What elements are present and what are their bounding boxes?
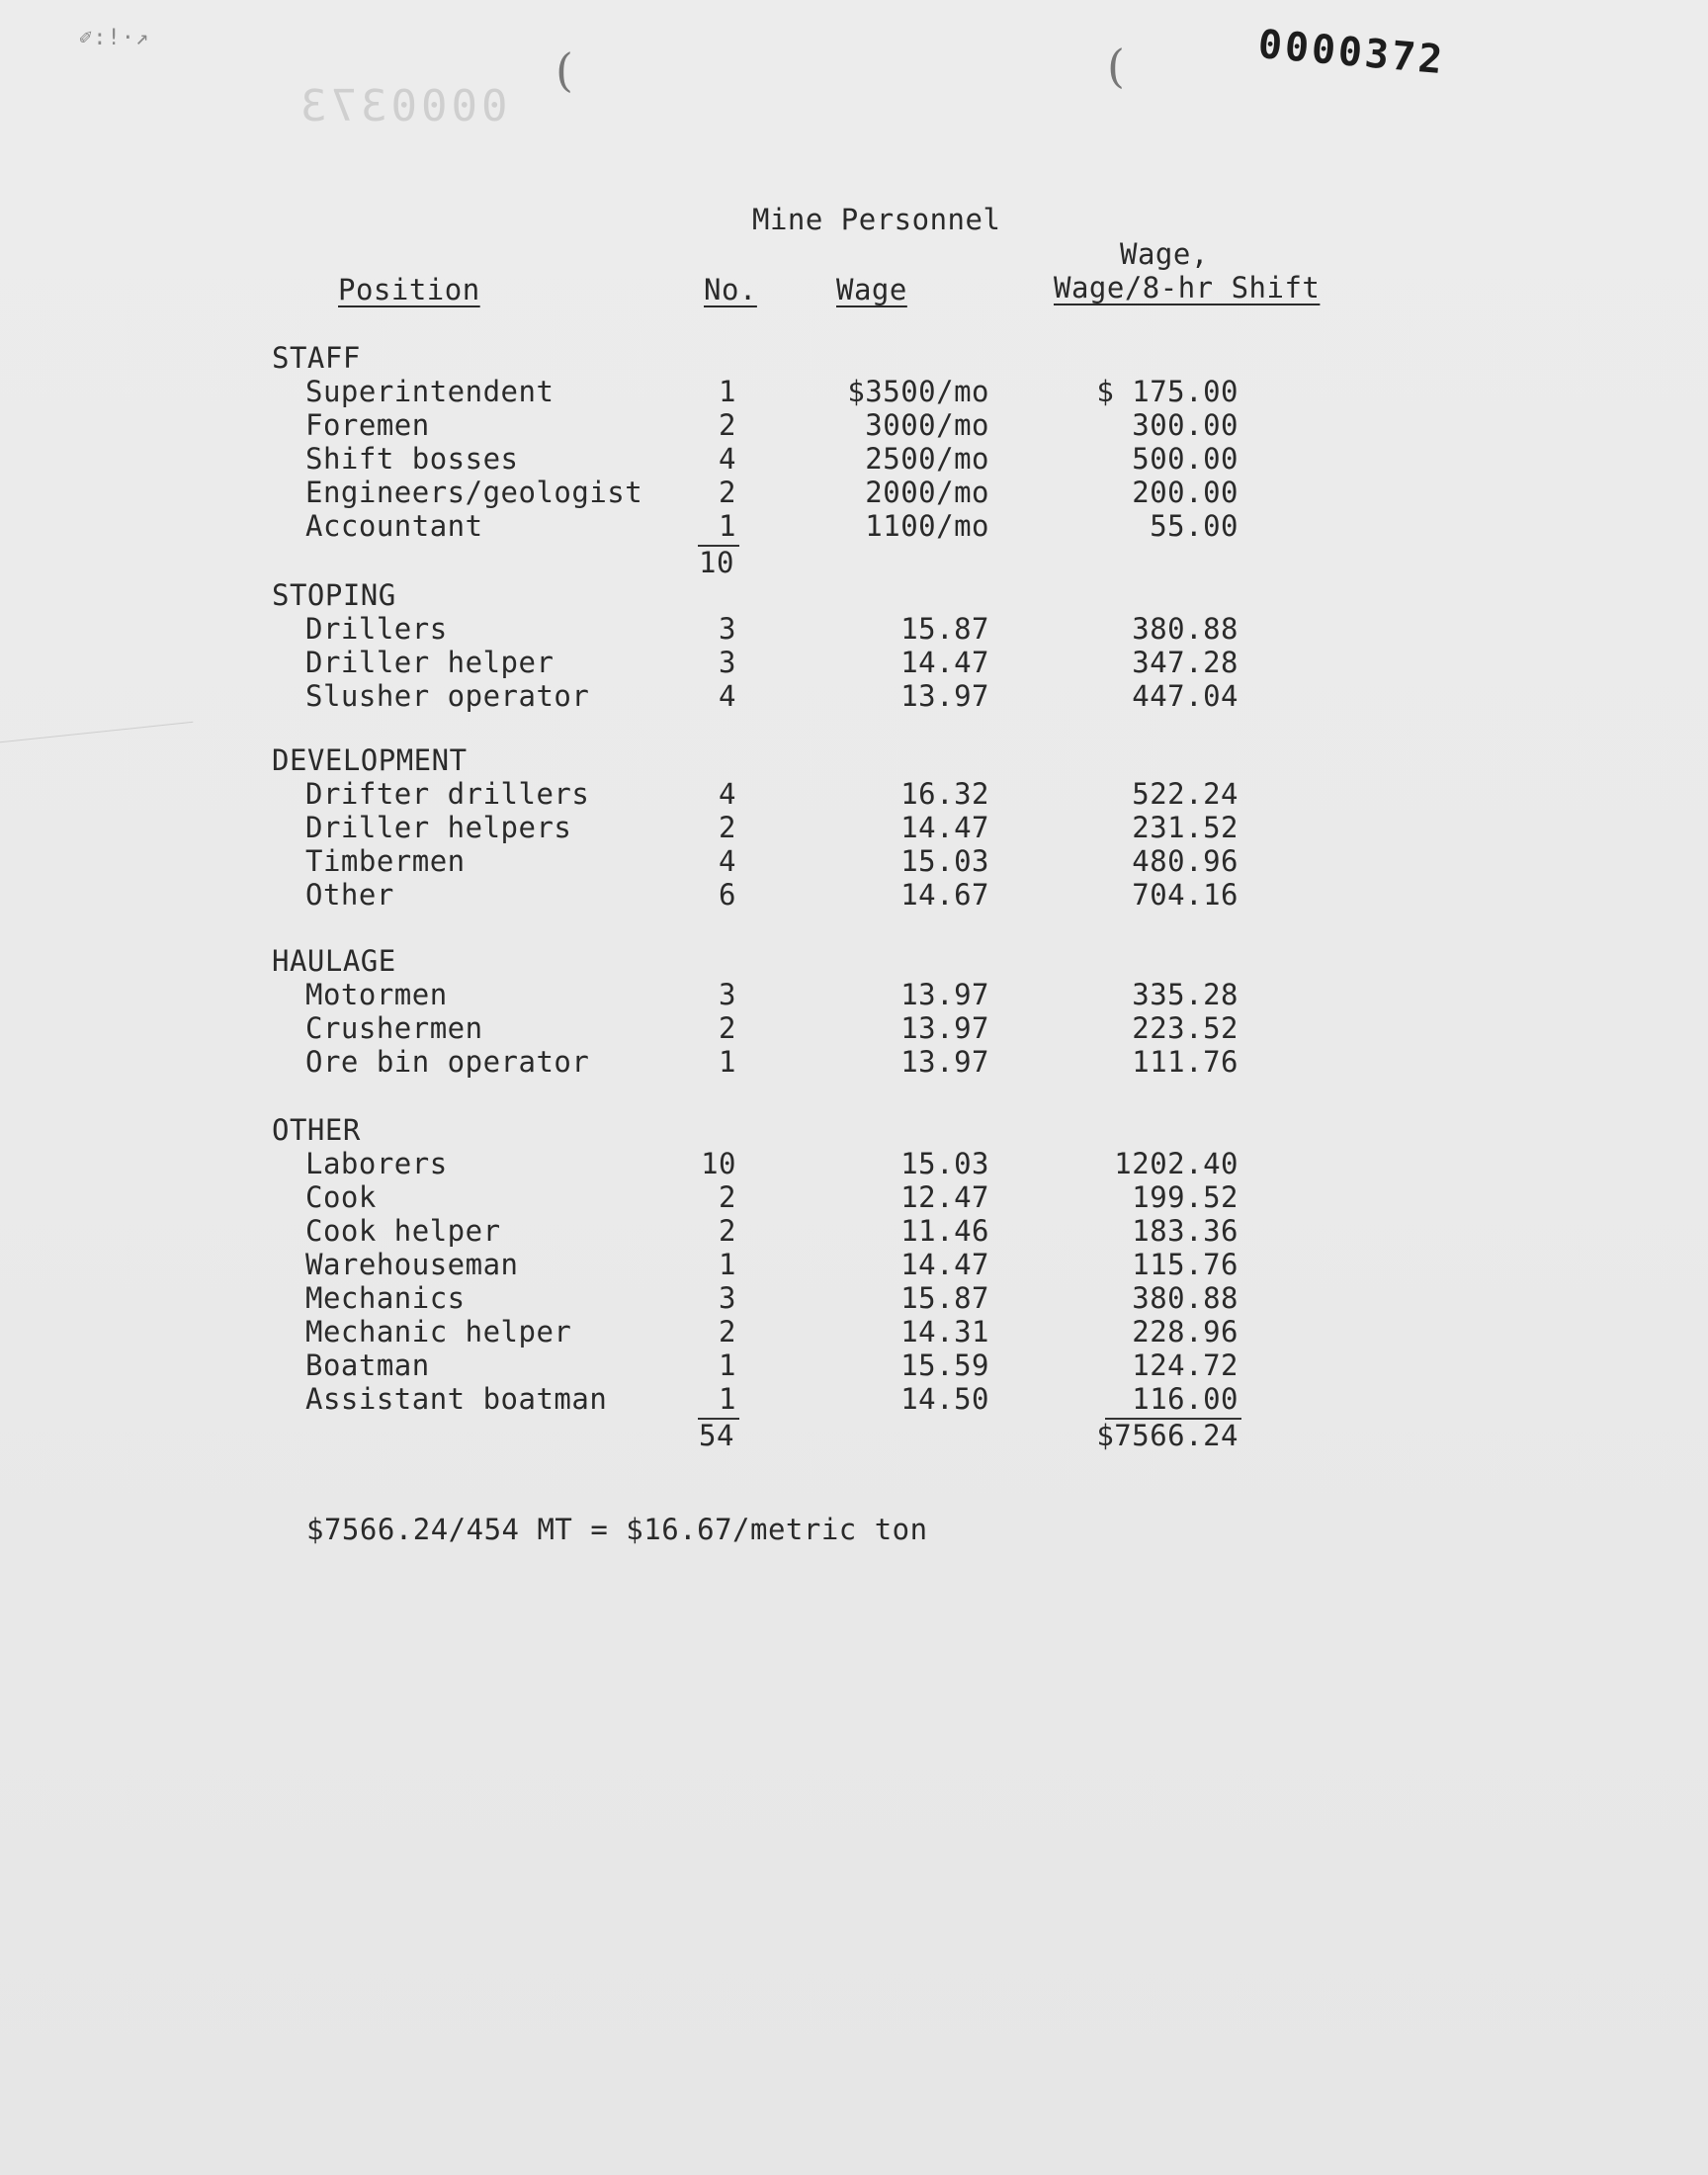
row-shift-wage: 55.00 [1150, 509, 1238, 543]
row-position: Engineers/geologist [305, 476, 643, 509]
corner-scribble: ✐:!·↗ [79, 26, 150, 50]
row-shift-wage: 500.00 [1132, 442, 1238, 476]
row-shift-wage: 1202.40 [1114, 1147, 1238, 1180]
row-position: Timbermen [305, 844, 466, 878]
row-shift-wage: 522.24 [1132, 777, 1238, 811]
row-wage: 15.87 [900, 1281, 989, 1315]
row-position: Accountant [305, 509, 483, 543]
row-shift-wage: 228.96 [1132, 1315, 1238, 1348]
row-wage: 14.50 [900, 1382, 989, 1416]
row-count: 4 [719, 442, 736, 476]
row-count: 10 [701, 1147, 736, 1180]
row-position: Drifter drillers [305, 777, 590, 811]
row-wage: 15.03 [900, 844, 989, 878]
row-wage: 2000/mo [865, 476, 989, 509]
row-wage: 15.87 [900, 612, 989, 646]
row-wage: 14.47 [900, 811, 989, 844]
row-shift-wage: 380.88 [1132, 612, 1238, 646]
row-shift-wage: 183.36 [1132, 1214, 1238, 1248]
row-count: 2 [719, 408, 736, 442]
row-wage: 3000/mo [865, 408, 989, 442]
row-count: 2 [719, 476, 736, 509]
row-wage: 11.46 [900, 1214, 989, 1248]
row-shift-wage: 111.76 [1132, 1045, 1238, 1079]
section-label: DEVELOPMENT [272, 743, 468, 777]
row-position: Cook [305, 1180, 377, 1214]
row-shift-wage: 231.52 [1132, 811, 1238, 844]
row-position: Crushermen [305, 1011, 483, 1045]
row-count: 1 [719, 1348, 736, 1382]
row-position: Assistant boatman [305, 1382, 608, 1416]
row-position: Superintendent [305, 375, 555, 408]
row-shift-wage: 199.52 [1132, 1180, 1238, 1214]
row-count: 4 [719, 679, 736, 713]
row-wage: 13.97 [900, 1045, 989, 1079]
header-no: No. [704, 273, 757, 306]
row-count: 1 [719, 1045, 736, 1079]
row-wage: 1100/mo [865, 509, 989, 543]
paren-mark-right: ( [1107, 40, 1125, 93]
row-wage: 13.97 [900, 978, 989, 1011]
row-count: 2 [719, 811, 736, 844]
footer-cost-formula: $7566.24/454 MT = $16.67/metric ton [306, 1513, 928, 1546]
row-count: 2 [719, 1315, 736, 1348]
row-count: 1 [719, 375, 736, 408]
row-count: 1 [719, 1248, 736, 1281]
row-position: Slusher operator [305, 679, 590, 713]
row-count: 3 [719, 1281, 736, 1315]
row-count: 3 [719, 646, 736, 679]
section-count-subtotal: 10 [699, 546, 734, 579]
row-count: 2 [719, 1214, 736, 1248]
header-shift-line1: Wage, [1120, 237, 1209, 271]
row-wage: 15.03 [900, 1147, 989, 1180]
row-position: Driller helper [305, 646, 555, 679]
bleed-through-number: 0000373 [297, 81, 508, 131]
row-position: Shift bosses [305, 442, 519, 476]
grand-total-shift-wage: $7566.24 [1096, 1419, 1238, 1452]
row-count: 2 [719, 1180, 736, 1214]
section-label: OTHER [272, 1113, 361, 1147]
row-count: 4 [719, 844, 736, 878]
header-wage: Wage [836, 273, 907, 306]
row-wage: 13.97 [900, 679, 989, 713]
row-position: Cook helper [305, 1214, 501, 1248]
row-shift-wage: 335.28 [1132, 978, 1238, 1011]
document-number-stamp: 0000372 [1255, 22, 1447, 84]
paper-fold-mark [0, 722, 202, 822]
row-count: 1 [719, 509, 736, 543]
paren-mark-left: ( [555, 44, 573, 97]
row-shift-wage: 223.52 [1132, 1011, 1238, 1045]
row-shift-wage: 115.76 [1132, 1248, 1238, 1281]
row-shift-wage: 704.16 [1132, 878, 1238, 912]
row-position: Other [305, 878, 394, 912]
row-position: Foremen [305, 408, 430, 442]
row-position: Mechanics [305, 1281, 466, 1315]
section-label: STOPING [272, 578, 396, 612]
row-wage: 13.97 [900, 1011, 989, 1045]
section-label: STAFF [272, 341, 361, 375]
section-label: HAULAGE [272, 944, 396, 978]
row-position: Warehouseman [305, 1248, 519, 1281]
row-wage: 12.47 [900, 1180, 989, 1214]
row-wage: 16.32 [900, 777, 989, 811]
section-count-subtotal: 54 [699, 1419, 734, 1452]
row-count: 6 [719, 878, 736, 912]
row-shift-wage: 200.00 [1132, 476, 1238, 509]
row-shift-wage: 480.96 [1132, 844, 1238, 878]
row-count: 2 [719, 1011, 736, 1045]
row-shift-wage: 380.88 [1132, 1281, 1238, 1315]
row-position: Mechanic helper [305, 1315, 572, 1348]
row-shift-wage: 347.28 [1132, 646, 1238, 679]
row-shift-wage: 116.00 [1132, 1382, 1238, 1416]
row-shift-wage: 447.04 [1132, 679, 1238, 713]
header-wage-per-shift: Wage/8-hr Shift [1054, 271, 1321, 304]
row-position: Driller helpers [305, 811, 572, 844]
row-position: Drillers [305, 612, 448, 646]
row-position: Boatman [305, 1348, 430, 1382]
page-title: Mine Personnel [752, 203, 1001, 236]
row-count: 4 [719, 777, 736, 811]
row-wage: 2500/mo [865, 442, 989, 476]
row-shift-wage: 300.00 [1132, 408, 1238, 442]
row-position: Motormen [305, 978, 448, 1011]
row-wage: 14.67 [900, 878, 989, 912]
row-count: 1 [719, 1382, 736, 1416]
row-wage: 14.31 [900, 1315, 989, 1348]
row-shift-wage: $ 175.00 [1096, 375, 1238, 408]
row-wage: 15.59 [900, 1348, 989, 1382]
row-wage: 14.47 [900, 1248, 989, 1281]
header-position: Position [338, 273, 480, 306]
row-position: Ore bin operator [305, 1045, 590, 1079]
row-count: 3 [719, 612, 736, 646]
row-wage: 14.47 [900, 646, 989, 679]
row-shift-wage: 124.72 [1132, 1348, 1238, 1382]
row-position: Laborers [305, 1147, 448, 1180]
row-wage: $3500/mo [847, 375, 989, 408]
row-count: 3 [719, 978, 736, 1011]
